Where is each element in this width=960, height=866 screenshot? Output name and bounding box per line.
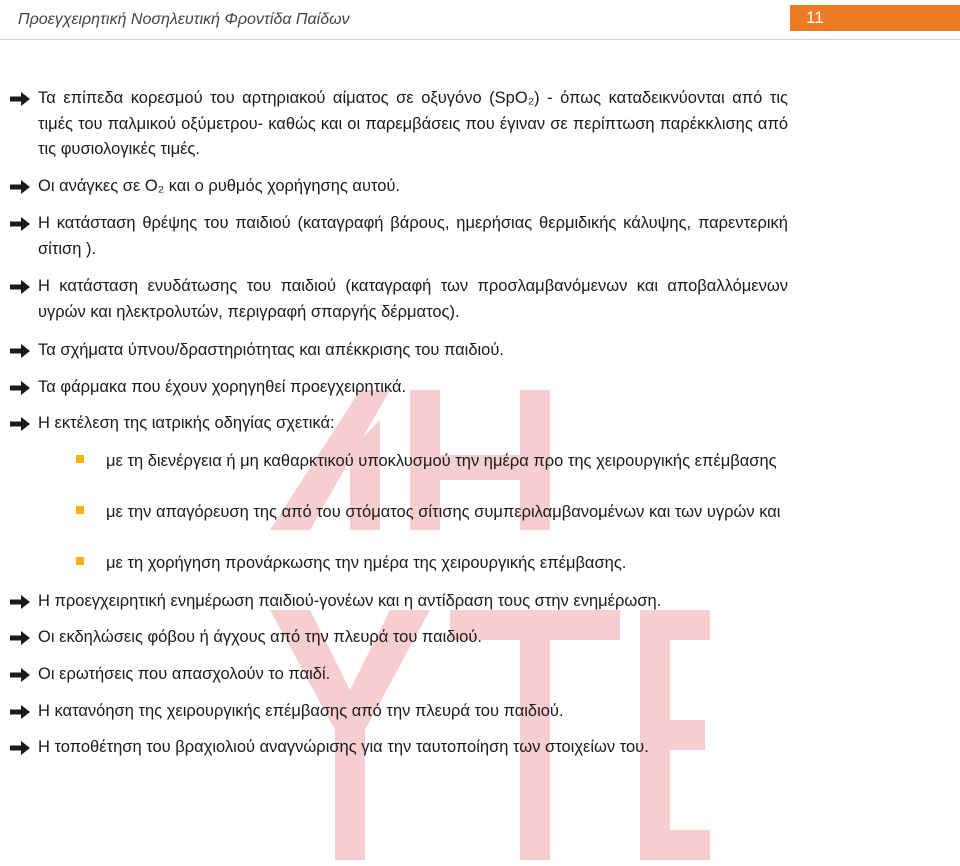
list-item-text: Η κατάσταση ενυδάτωσης του παιδιού (καταγραφή των προσλαμβανόμενων και αποβαλλόμενων υγρών και ηλεκτρολυτών, περιγραφή σπαργής δέρματος). (38, 277, 788, 321)
list-item-text: Τα σχήματα ύπνου/δραστηριότητας και απέκκρισης του παιδιού. (38, 341, 504, 359)
list-item-text: Οι ερωτήσεις που απασχολούν το παιδί. (38, 665, 331, 683)
list-item-text: Οι ανάγκες σε O₂ και ο ρυθμός χορήγησης αυτού. (38, 177, 401, 195)
page-header (0, 0, 960, 40)
header-divider (0, 39, 960, 40)
arrow-right-icon (10, 417, 30, 431)
arrow-right-icon (10, 280, 30, 294)
list-item-text: Τα επίπεδα κορεσμού του αρτηριακού αίματος σε οξυγόνο (SpO₂) - όπως καταδεικνύονται από τις τιμές του παλμικού οξύμετρου- καθώς και οι παρεμβάσεις που έγιναν σε περίπτωση παρέκκλισης από τις φυσιολογικές τιμές. (38, 89, 788, 158)
sub-list-item-text: με την απαγόρευση της από του στόματος σίτισης συμπεριλαμβανομένων και των υγρών και (106, 503, 781, 521)
arrow-right-icon (10, 595, 30, 609)
sub-list-item-text: με τη διενέργεια ή μη καθαρκτικού υποκλυσμού την ημέρα προ της χειρουργικής επέμβασης (106, 452, 777, 470)
square-bullet-icon (76, 455, 84, 463)
arrow-right-icon (10, 741, 30, 755)
arrow-right-icon (10, 668, 30, 682)
arrow-right-icon (10, 92, 30, 106)
list-item-text: Η εκτέλεση της ιατρικής οδηγίας σχετικά: (38, 414, 335, 432)
arrow-right-icon (10, 180, 30, 194)
list-item-text: Οι εκδηλώσεις φόβου ή άγχους από την πλευρά του παιδιού. (38, 628, 482, 646)
arrow-right-icon (10, 217, 30, 231)
square-bullet-icon (76, 557, 84, 565)
arrow-right-icon (10, 705, 30, 719)
header-title: Προεγχειρητική Νοσηλευτική Φροντίδα Παίδων (18, 11, 350, 28)
list-item-text: Η προεγχειρητική ενημέρωση παιδιού-γονέων και η αντίδραση τους στην ενημέρωση. (38, 592, 662, 610)
list-item-text: Η κατάσταση θρέψης του παιδιού (καταγραφή βάρους, ημερήσιας θερμιδικής κάλυψης, παρεντερική σίτιση ). (38, 214, 788, 258)
sub-list-item-text: με τη χορήγηση προνάρκωσης την ημέρα της χειρουργικής επέμβασης. (106, 554, 627, 572)
arrow-right-icon (10, 344, 30, 358)
list-item-text: Η κατανόηση της χειρουργικής επέμβασης από την πλευρά του παιδιού. (38, 702, 564, 720)
list-item-text: Τα φάρμακα που έχουν χορηγηθεί προεγχειρητικά. (38, 378, 407, 396)
arrow-right-icon (10, 381, 30, 395)
arrow-right-icon (10, 631, 30, 645)
square-bullet-icon (76, 506, 84, 514)
page-number-badge: 11 (790, 5, 960, 31)
list-item-text: Η τοποθέτηση του βραχιολιού αναγνώρισης για την ταυτοποίηση των στοιχείων του. (38, 738, 649, 756)
